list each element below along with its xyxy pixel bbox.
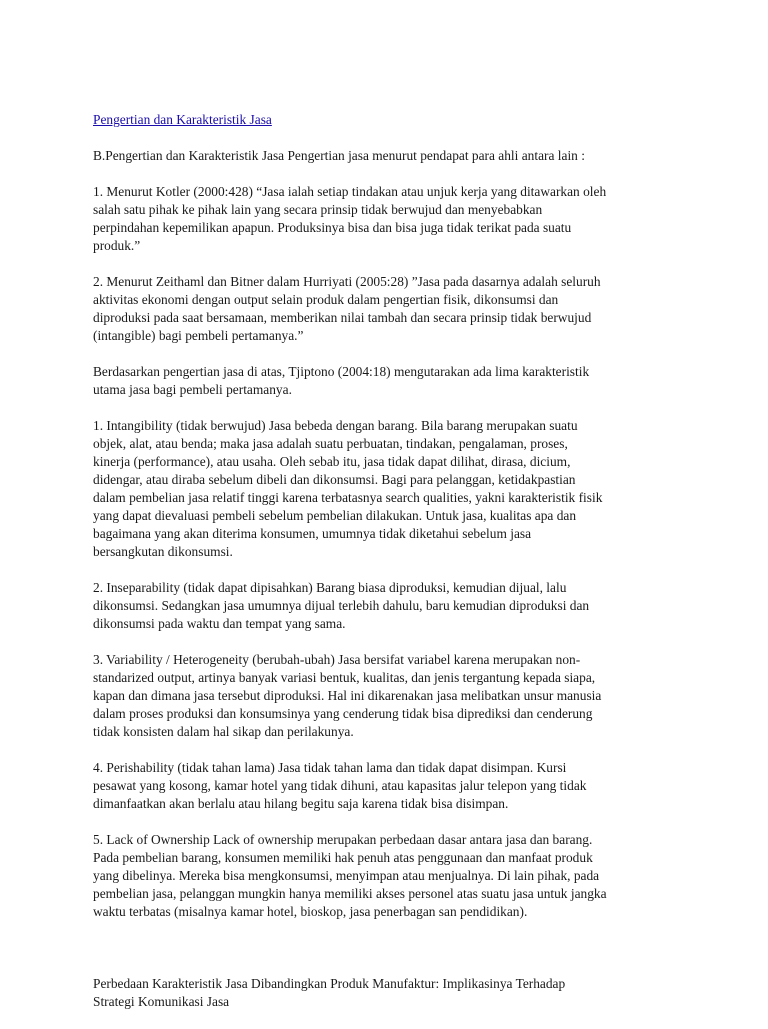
perishability-paragraph: 4. Perishability (tidak tahan lama) Jasa tidak tahan lama dan tidak dapat disimpan. Kursi pesawat yang kosong, kamar hotel yang tidak dihuni, atau kapasitas jalur telepon yang tidak dimanfaatkan akan berlalu atau hilang begitu saja karena tidak bisa disimpan. (93, 760, 587, 811)
zeithaml-definition-paragraph: 2. Menurut Zeithaml dan Bitner dalam Hurriyati (2005:28) ”Jasa pada dasarnya adalah seluruh aktivitas ekonomi dengan output selain produk dalam pengertian fisik, dikonsumsi dan diproduksi pada saat bersamaan, memberikan nilai tambah dan secara prinsip tidak berwujud (intangible) bagi pembeli pertamanya.” (93, 274, 601, 343)
kotler-definition-paragraph: 1. Menurut Kotler (2000:428) “Jasa ialah setiap tindakan atau unjuk kerja yang ditawarkan oleh salah satu pihak ke pihak lain yang secara prinsip tidak berwujud dan menyebabkan perpindahan kepemilikan apapun. Produksinya bisa dan bisa juga tidak terikat pada suatu produk.” (93, 184, 607, 253)
closing-heading: Perbedaan Karakteristik Jasa Dibandingkan Produk Manufaktur: Implikasinya Terhadap Strategi Komunikasi Jasa (93, 976, 566, 1009)
intro-paragraph: B.Pengertian dan Karakteristik Jasa Pengertian jasa menurut pendapat para ahli antara lain : (93, 148, 585, 163)
intangibility-paragraph: 1. Intangibility (tidak berwujud) Jasa bebeda dengan barang. Bila barang merupakan suatu objek, alat, atau benda; maka jasa adalah suatu perbuatan, tindakan, pengalaman, proses, kinerja (performance), atau usaha. Oleh sebab itu, jasa tidak dapat dilihat, dirasa, dicium, didengar, atau diraba sebelum dibeli dan dikonsumsi. Bagi para pelanggan, ketidakpastian dalam pembelian jasa relatif tinggi karena terbatasnya search qualities, yakni karakteristik fisik yang dapat dievaluasi pembeli sebelum pembelian dilakukan. Untuk jasa, kualitas apa dan bagaimana yang akan diterima konsumen, umumnya tidak diketahui sebelum jasa bersangkutan dikonsumsi. (93, 418, 603, 559)
title-link[interactable]: Pengertian dan Karakteristik Jasa (93, 112, 272, 127)
lack-of-ownership-paragraph: 5. Lack of Ownership Lack of ownership merupakan perbedaan dasar antara jasa dan barang. Pada pembelian barang, konsumen memiliki hak penuh atas penggunaan dan manfaat produk yang dibelinya. Mereka bisa mengkonsumsi, menyimpan atau menjualnya. Di lain pihak, pada pembelian jasa, pelanggan mungkin hanya memiliki akses personel atas suatu jasa untuk jangka waktu terbatas (misalnya kamar hotel, bioskop, jasa penerbagan san pendidikan). (93, 832, 607, 919)
title-paragraph (93, 93, 703, 129)
section-gap (93, 939, 703, 975)
inseparability-paragraph: 2. Inseparability (tidak dapat dipisahkan) Barang biasa diproduksi, kemudian dijual, lalu dikonsumsi. Sedangkan jasa umumnya dijual terlebih dahulu, baru kemudian diproduksi dan dikonsumsi pada waktu dan tempat yang sama. (93, 580, 590, 631)
tjiptono-intro-paragraph: Berdasarkan pengertian jasa di atas, Tjiptono (2004:18) mengutarakan ada lima karakteristik utama jasa bagi pembeli pertamanya. (93, 364, 590, 397)
document-page (93, 93, 703, 1029)
variability-paragraph: 3. Variability / Heterogeneity (berubah-ubah) Jasa bersifat variabel karena merupakan non- standarized output, artinya banyak variasi bentuk, kualitas, dan jenis tergantung kepada siapa, kapan dan dimana jasa tersebut diproduksi. Hal ini dikarenakan jasa melibatkan unsur manusia dalam proses produksi dan konsumsinya yang cenderung tidak bisa diprediksi dan cenderung tidak konsisten dalam hal sikap dan perilakunya. (93, 652, 602, 739)
